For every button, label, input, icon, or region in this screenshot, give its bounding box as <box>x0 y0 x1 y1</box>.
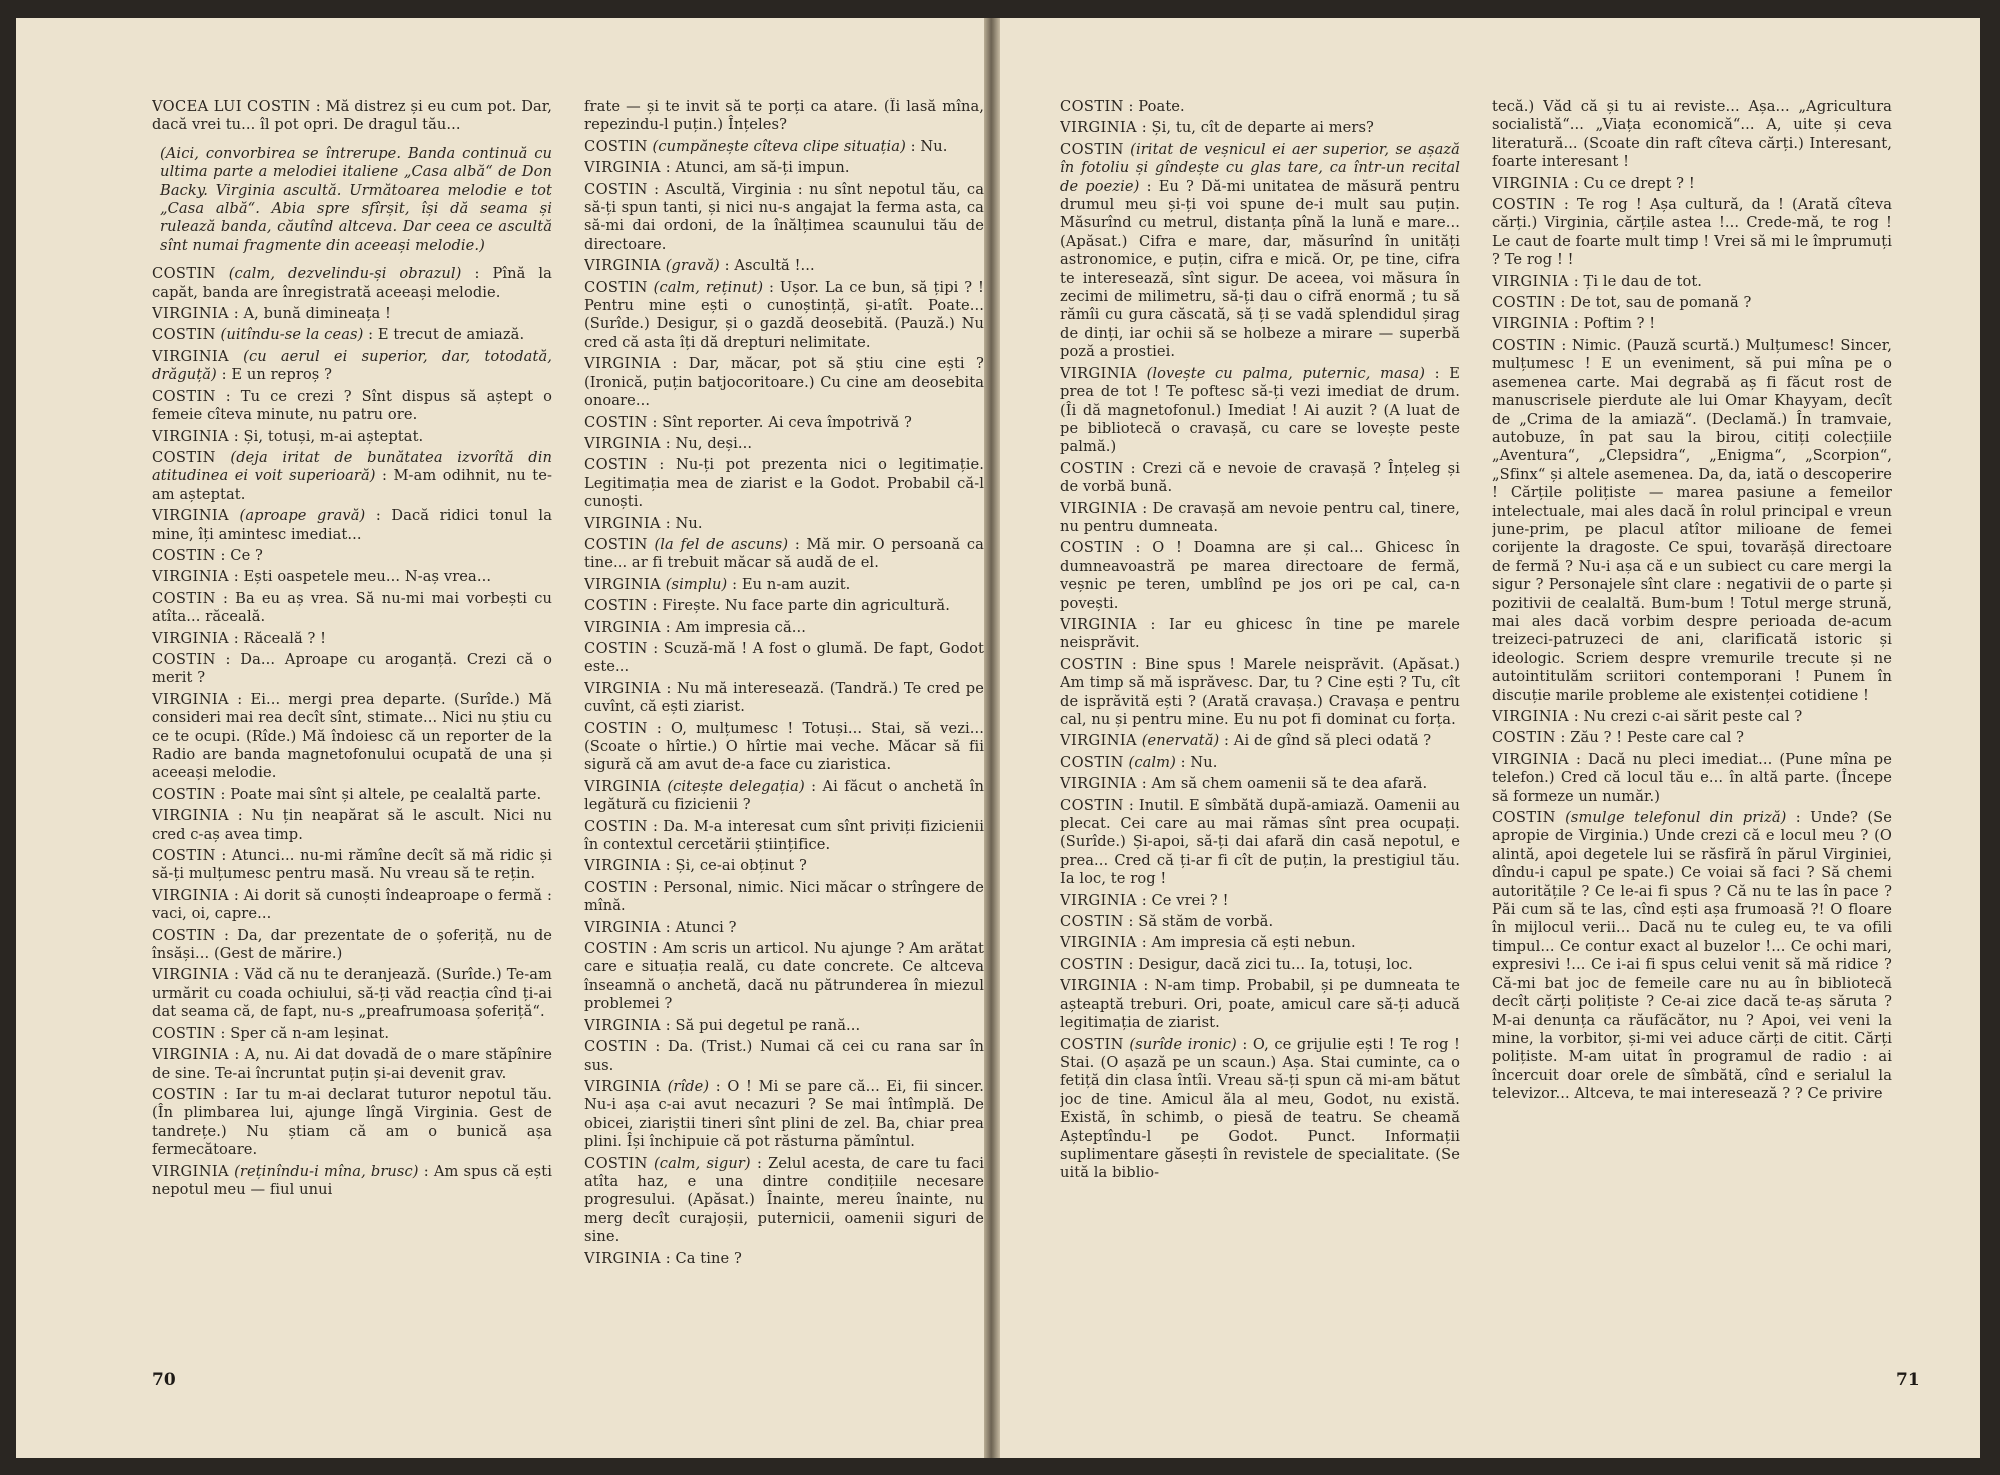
dialogue-line <box>1060 119 1460 137</box>
speaker-name: COSTIN <box>584 940 648 958</box>
speaker-name: COSTIN <box>584 1038 648 1056</box>
dialogue-text: : Mă distrez și eu cum pot. Dar, dacă vrei tu... îl pot opri. De dragul tău... <box>152 98 552 134</box>
dialogue-line <box>1060 500 1460 537</box>
dialogue-line <box>152 651 552 688</box>
dialogue-text: : Ascultă, Virginia : nu sînt nepotul tău, ca să-ți spun tanti, și nici nu-s angajat la ferma asta, ca să-mi dai ordoni, de la înălțimea scaunului tău de directoare. <box>584 180 984 253</box>
speaker-name: VIRGINIA <box>1060 977 1137 995</box>
dialogue-text: : Atunci ? <box>665 918 737 936</box>
speaker-direction: (citește delegația) <box>667 777 805 795</box>
speaker-name: COSTIN <box>152 1024 216 1042</box>
dialogue-line <box>1060 656 1460 730</box>
dialogue-text: : Și, tu, cît de departe ai mers? <box>1141 119 1374 137</box>
dialogue-text: : Răceală ? ! <box>233 629 327 647</box>
dialogue-line <box>1492 294 1892 312</box>
speaker-direction: (enervată) <box>1141 732 1220 750</box>
speaker-name: VIRGINIA <box>584 777 661 795</box>
dialogue-text: : Tu ce crezi ? Sînt dispus să aștept o femeie cîteva minute, nu patru ore. <box>152 387 552 424</box>
dialogue-text: : A, bună dimineața ! <box>233 305 392 323</box>
dialogue-text: : Da. (Trist.) Numai că cei cu rana sar în sus. <box>584 1038 984 1074</box>
dialogue-text: : Și, ce-ai obținut ? <box>665 857 807 875</box>
stage-direction: (Aici, convorbirea se întrerupe. Banda continuă cu ultima parte a melodiei italiene „Casa albă“ de Don Backy. Virginia ascultă. Următoarea melodie e tot „Casa albă“. Abia spre sfîrșit, își dă seama și rulează banda, căutînd altceva. Dar ceea ce ascultă sînt numai fragmente din aceeași melodie.) <box>160 144 552 254</box>
speaker-name: VIRGINIA <box>584 857 661 875</box>
dialogue-text: : Poftim ? ! <box>1573 315 1656 333</box>
dialogue-line <box>1060 1036 1460 1183</box>
dialogue-text: : Scuză-mă ! A fost o glumă. De fapt, Godot este... <box>584 639 984 676</box>
speaker-name: COSTIN <box>1060 140 1124 158</box>
dialogue-line <box>1492 175 1892 193</box>
speaker-name: VIRGINIA <box>584 159 661 177</box>
speaker-name: COSTIN <box>1060 1035 1124 1053</box>
dialogue-text: : Am impresia că ești nebun. <box>1141 934 1356 952</box>
speaker-name: VIRGINIA <box>152 347 229 365</box>
speaker-name: VIRGINIA <box>584 1016 661 1034</box>
speaker-name: VIRGINIA <box>584 1077 661 1095</box>
speaker-direction: (calm, dezvelindu-și obrazul) <box>228 265 462 283</box>
dialogue-line <box>1060 977 1460 1032</box>
speaker-direction: (cumpănește cîteva clipe situația) <box>652 137 906 155</box>
dialogue-text: : Și, totuși, m-ai așteptat. <box>233 427 424 445</box>
speaker-name: VIRGINIA <box>584 514 661 532</box>
dialogue-line <box>584 640 984 677</box>
dialogue-line <box>584 576 984 594</box>
speaker-name: COSTIN <box>584 137 648 155</box>
speaker-name: VIRGINIA <box>1492 750 1569 768</box>
dialogue-text: : O, mulțumesc ! Totuși... Stai, să vezi... (Scoate o hîrtie.) O hîrtie mai veche. Măcar să fii sigură că am avut de-a face cu ziaristica. <box>584 719 984 774</box>
speaker-direction: (calm, reținut) <box>653 278 764 296</box>
speaker-name: COSTIN <box>152 387 216 405</box>
dialogue-line <box>1492 729 1892 747</box>
dialogue-line <box>584 414 984 432</box>
dialogue-text: : Da... Aproape cu aroganță. Crezi că o merit ? <box>152 650 552 687</box>
dialogue-text: : Unde? (Se apropie de Virginia.) Unde crezi că e locul meu ? (O alintă, apoi degetele lui se răsfiră în părul Virginiei, dîndu-i capul pe spate.) Ce voiai să faci ? Să chemi autoritățile ? Ce le-ai fi spus ? Că nu te las în pace ? Păi cum să te las, cînd ești așa frumoasă ?! O floare în mijlocul verii... Dacă nu te culeg eu, te va ofili timpul... Ce contur exact al buzelor !... Ce ochi mari, expresivi !... Ce i-ai fi spus celui venit să mă ridice ? Că-mi bat joc de femeile care nu au în bibliotecă decît cărți polițiste ? Ce-ai zice dacă te-aș săruta ? M-ai denunța ca răufăcător, nu ? Apoi, vei veni la mine, la vorbitor, și-mi vei aduce cărți de citit. Cărți polițiste. M-am uitat în programul de radio : ai încercuit doar orele de sîmbătă, cînd e serialul la televizor... Altceva, te mai interesează ? ? Ce privire <box>1492 809 1892 1103</box>
dialogue-line <box>152 326 552 344</box>
dialogue-text: : A, nu. Ai dat dovadă de o mare stăpînire de sine. Te-ai încruntat puțin și-ai devenit grav. <box>152 1046 552 1082</box>
dialogue-line <box>584 778 984 815</box>
speaker-name: VIRGINIA <box>584 257 661 275</box>
speaker-direction: (surîde ironic) <box>1129 1035 1237 1053</box>
book-gutter <box>984 18 1000 1458</box>
speaker-name: COSTIN <box>1060 539 1124 557</box>
speaker-name: VIRGINIA <box>152 886 229 904</box>
dialogue-line <box>584 536 984 573</box>
dialogue-text: : Nu-ți pot prezenta nici o legitimație. Legitimația mea de ziarist e la Godot. Probabil că-l cunoști. <box>584 456 984 511</box>
dialogue-line <box>1060 539 1460 613</box>
dialogue-line <box>1060 98 1460 116</box>
dialogue-line <box>1492 337 1892 705</box>
speaker-name: COSTIN <box>1060 459 1124 477</box>
dialogue-text: : Te rog ! Așa cultură, da ! (Arată cîteva cărți.) Virginia, cărțile astea !... Crede-mă, te rog ! Le caut de foarte mult timp ! Vrei să mi le împrumuți ? Te rog ! ! <box>1492 196 1892 269</box>
dialogue-line <box>584 159 984 177</box>
speaker-direction: (la fel de ascuns) <box>654 535 789 553</box>
dialogue-text: : Inutil. E sîmbătă după-amiază. Oamenii au plecat. Cei care au mai rămas sînt prea ocupați. (Surîde.) Și-apoi, să-ți dai afară din casă nepotul, e prea... Cred că ți-ar fi cît de puțin, la prestigiul tău. Ia loc, te rog ! <box>1060 796 1460 888</box>
dialogue-line <box>584 1078 984 1152</box>
dialogue-line <box>152 305 552 323</box>
dialogue-text: : Zău ? ! Peste care cal ? <box>1560 729 1745 747</box>
dialogue-text: : Ce vrei ? ! <box>1141 891 1229 909</box>
dialogue-line <box>152 786 552 804</box>
speaker-name: VIRGINIA <box>152 507 229 525</box>
dialogue-text: : O ! Doamna are și cal... Ghicesc în dumneavoastră pe marea directoare de fermă, veșnic pe teren, umblînd pe jos ori pe cal, ca-n povești. <box>1060 539 1460 612</box>
right-page-number: 71 <box>1896 1370 1920 1390</box>
speaker-name: COSTIN <box>1492 336 1556 354</box>
dialogue-text: : Nu. <box>665 514 703 532</box>
dialogue-text: : Am să chem oamenii să te dea afară. <box>1141 775 1428 793</box>
speaker-name: COSTIN <box>152 546 216 564</box>
speaker-name: VIRGINIA <box>1060 364 1137 382</box>
left-page <box>16 18 984 1458</box>
dialogue-line <box>584 680 984 717</box>
left-page-column-2 <box>584 98 984 1388</box>
speaker-direction: (gravă) <box>665 257 720 275</box>
speaker-name: VIRGINIA <box>1060 934 1137 952</box>
dialogue-text: : Văd că nu te deranjează. (Surîde.) Te-am urmărit cu coada ochiului, să-ți văd reacția cînd ți-ai dat seama că, de fapt, nu-s „preafrumoasa șoferiță“. <box>152 966 552 1021</box>
dialogue-line <box>152 847 552 884</box>
dialogue-line <box>1060 956 1460 974</box>
dialogue-text: : Dar, măcar, pot să știu cine ești ? (Ironică, puțin batjocoritoare.) Cu cine am deosebita onoare... <box>584 355 984 410</box>
dialogue-line <box>1060 892 1460 910</box>
dialogue-line <box>1492 315 1892 333</box>
dialogue-line <box>1060 141 1460 362</box>
dialogue-line <box>584 1038 984 1075</box>
dialogue-line <box>152 590 552 627</box>
dialogue-text: : Ușor. La ce bun, să țipi ? ! Pentru mine ești o cunoștință, și-atît. Poate... (Surîde.) Desigur, și o gazdă deosebită. (Pauză.) Nu cred că asta îți dă drepturi nelimitate. <box>584 278 984 351</box>
dialogue-text: : Poate. <box>1128 98 1185 115</box>
right-page <box>1000 18 1980 1458</box>
dialogue-text: : Dacă ridici tonul la mine, îți amintesc imediat... <box>152 507 552 543</box>
speaker-name: COSTIN <box>1060 98 1124 115</box>
dialogue-line <box>152 1025 552 1043</box>
left-page-number: 70 <box>152 1370 176 1390</box>
speaker-name: COSTIN <box>152 926 216 944</box>
speaker-name: COSTIN <box>152 589 216 607</box>
speaker-name: VIRGINIA <box>584 575 661 593</box>
dialogue-text: : Poate mai sînt și altele, pe cealaltă parte. <box>220 785 542 803</box>
dialogue-continuation: frate — și te invit să te porți ca atare. (Îi lasă mîna, repezindu-l puțin.) Înțeles? <box>584 98 984 134</box>
dialogue-text: : O, ce grijulie ești ! Te rog ! Stai. (O așază pe un scaun.) Așa. Stai cuminte, ca o fetiță din clasa întîi. Vreau să-ți spun că mi-am bătut joc de tine. Amicul ăla al meu, Godot, nu există. Există, în schimb, o piesă de teatru. Se cheamă Așteptîndu-l pe Godot. Punct. Informații suplimentare găsești în revistele de specialitate. (Se uită la biblio- <box>1060 1035 1460 1182</box>
dialogue-text: : Atunci... nu-mi rămîne decît să mă ridic și să-ți mulțumesc pentru masă. Nu vreau să te rețin. <box>152 847 552 883</box>
speaker-name: COSTIN <box>584 456 648 474</box>
dialogue-text: : Bine spus ! Marele neisprăvit. (Apăsat.) Am timp să mă isprăvesc. Dar, tu ? Cine ești ? Tu, cît de isprăvită ești ? (Arată cravașa.) Cravașa e pentru cal, nu și pentru mine. Eu nu pot fi dominat cu forța. <box>1060 655 1460 728</box>
dialogue-text: : Ai de gînd să pleci odată ? <box>1224 732 1432 750</box>
dialogue-text: : E un reproș ? <box>221 366 333 384</box>
dialogue-text: : E trecut de amiază. <box>368 326 525 344</box>
dialogue-continuation: tecă.) Văd că și tu ai reviste... Așa... „Agricultura socialistă“... „Viața economică“... A, uite și ceva literatură... (Scoate din raft cîteva cărți.) Interesant, foarte interesant ! <box>1492 98 1892 171</box>
dialogue-line <box>1060 775 1460 793</box>
dialogue-text: : Crezi că e nevoie de cravașă ? Înțeleg și de vorbă bună. <box>1060 459 1460 496</box>
dialogue-line <box>152 1163 552 1200</box>
speaker-name: VIRGINIA <box>1492 315 1569 333</box>
speaker-direction: (deja iritat de bunătatea izvorîtă din atitudinea ei voit superioară) <box>152 448 552 485</box>
speaker-name: COSTIN <box>1060 753 1124 771</box>
speaker-name: VIRGINIA <box>152 966 229 984</box>
dialogue-text: : Nu crezi c-ai sărit peste cal ? <box>1573 708 1803 725</box>
speaker-name: VOCEA LUI COSTIN <box>152 98 311 115</box>
dialogue-line <box>584 1250 984 1268</box>
dialogue-text: : Să pui degetul pe rană... <box>665 1016 861 1034</box>
speaker-name: VIRGINIA <box>1060 775 1137 793</box>
speaker-name: VIRGINIA <box>152 568 229 586</box>
speaker-name: VIRGINIA <box>152 1046 229 1064</box>
dialogue-line <box>152 428 552 446</box>
dialogue-text: : Firește. Nu face parte din agricultură. <box>652 597 950 615</box>
dialogue-line <box>584 597 984 615</box>
dialogue-text: : Personal, nimic. Nici măcar o strîngere de mînă. <box>584 878 984 915</box>
dialogue-line <box>152 887 552 924</box>
dialogue-line <box>584 435 984 453</box>
dialogue-line <box>152 966 552 1021</box>
dialogue-line <box>152 348 552 385</box>
dialogue-line <box>152 630 552 648</box>
speaker-direction: (calm) <box>1128 753 1176 771</box>
dialogue-line <box>584 257 984 275</box>
dialogue-text: : Ți le dau de tot. <box>1573 272 1703 290</box>
dialogue-line <box>152 691 552 783</box>
dialogue-line <box>1060 616 1460 653</box>
dialogue-text: : Nu mă interesează. (Tandră.) Te cred pe cuvînt, că ești ziarist. <box>584 679 984 716</box>
dialogue-text: : O ! Mi se pare că... Ei, fii sincer. Nu-i așa c-ai avut necazuri ? Se mai întîmplă. De obicei, ziariștii tineri sînt plini de zel. Ba, chiar prea plini. Își închipuie că pot răsturna pămîntul. <box>584 1077 984 1151</box>
dialogue-text: : Ei... mergi prea departe. (Surîde.) Mă consideri mai rea decît sînt, stimate... Nici nu știu cu ce te ocupi. (Rîde.) Mă îndoiesc că un reporter de la Radio are banda magnetofonului ocupată de una și aceeași melodie. <box>152 690 552 782</box>
dialogue-line <box>1060 732 1460 750</box>
dialogue-text: : Ai făcut o anchetă în legătură cu fizicienii ? <box>584 777 984 814</box>
right-page-column-1 <box>1060 98 1460 1388</box>
dialogue-line <box>584 515 984 533</box>
dialogue-line <box>1060 460 1460 497</box>
speaker-name: VIRGINIA <box>152 690 229 708</box>
dialogue-line <box>152 507 552 544</box>
dialogue-line <box>1492 273 1892 291</box>
speaker-name: COSTIN <box>584 413 648 431</box>
dialogue-line <box>152 568 552 586</box>
speaker-name: VIRGINIA <box>152 427 229 445</box>
dialogue-line <box>152 98 552 135</box>
dialogue-text: : Nu. <box>910 137 948 155</box>
speaker-name: VIRGINIA <box>1060 615 1137 633</box>
dialogue-line <box>584 919 984 937</box>
dialogue-line <box>584 720 984 775</box>
speaker-name: COSTIN <box>152 448 216 466</box>
dialogue-line <box>152 547 552 565</box>
speaker-name: COSTIN <box>1060 955 1124 973</box>
left-page-column-1 <box>152 98 552 1388</box>
dialogue-line <box>584 456 984 511</box>
dialogue-text: : Sînt reporter. Ai ceva împotrivă ? <box>652 413 912 431</box>
dialogue-line <box>152 388 552 425</box>
dialogue-text: : De cravașă am nevoie pentru cal, tinere, nu pentru dumneata. <box>1060 499 1460 535</box>
speaker-name: VIRGINIA <box>584 355 661 373</box>
dialogue-text: : M-am odihnit, nu te-am așteptat. <box>152 467 552 503</box>
dialogue-text: : Nu. <box>1180 753 1218 771</box>
dialogue-line <box>584 1155 984 1247</box>
dialogue-text: : Am spus că ești nepotul meu — fiul unui <box>152 1162 552 1198</box>
dialogue-text: : Atunci, am să-ți impun. <box>665 159 850 177</box>
speaker-name: COSTIN <box>152 265 216 283</box>
speaker-name: COSTIN <box>1060 796 1124 814</box>
dialogue-text: : E prea de tot ! Te poftesc să-ți vezi imediat de drum. (Îi dă magnetofonul.) Imediat ! Ai auzit ? (A luat de pe bibliotecă o cravașă, cu care se lovește peste palmă.) <box>1060 364 1460 456</box>
dialogue-text: : Am scris un articol. Nu ajunge ? Am arătat care e situația reală, cu date concrete. Ce altceva înseamnă o anchetă, dacă nu pătrunderea în miezul problemei ? <box>584 940 984 1013</box>
speaker-name: VIRGINIA <box>584 618 661 636</box>
dialogue-text: : Nu, deși... <box>665 434 753 452</box>
dialogue-text: : Sper că n-am leșinat. <box>220 1024 390 1042</box>
dialogue-text: : Iar eu ghicesc în tine pe marele neisprăvit. <box>1060 615 1460 652</box>
dialogue-line <box>152 265 552 302</box>
dialogue-line <box>1060 365 1460 457</box>
speaker-name: COSTIN <box>152 1085 216 1103</box>
speaker-name: COSTIN <box>584 535 648 553</box>
dialogue-text: : Ai dorit să cunoști îndeaproape o fermă : vaci, oi, capre... <box>152 886 552 923</box>
dialogue-line <box>1492 751 1892 806</box>
dialogue-line <box>1492 196 1892 270</box>
dialogue-line <box>584 879 984 916</box>
dialogue-line <box>584 857 984 875</box>
dialogue-text: : Eu ? Dă-mi unitatea de măsură pentru drumul meu și-ți voi spune de-i mult sau puțin. Măsurînd cu metrul, distanța pînă la lună e mare... (Apăsat.) Cifra e mare, dar, măsurînd în unități astronomice, e puțin, cifra e mică. Or, pe tine, cifra te interesează, sînt sigur. De aceea, voi măsura în zecimi de milimetru, să-ți dau o cifră enormă ; tu să rămîi cu gura căscată, să ți se vadă splendidul șirag de dinți, iar ochii să se holbeze a mirare — superbă poză a prostiei. <box>1060 177 1460 361</box>
dialogue-text: : Ba eu aș vrea. Să nu-mi mai vorbești cu atîta... răceală. <box>152 589 552 626</box>
dialogue-text: : Să stăm de vorbă. <box>1128 913 1274 931</box>
speaker-name: COSTIN <box>584 1154 648 1172</box>
dialogue-line <box>152 927 552 964</box>
speaker-name: VIRGINIA <box>1060 891 1137 909</box>
speaker-name: COSTIN <box>152 650 216 668</box>
speaker-direction: (reținîndu-i mîna, brusc) <box>234 1162 419 1180</box>
dialogue-line <box>584 279 984 353</box>
speaker-name: COSTIN <box>584 278 648 296</box>
speaker-name: VIRGINIA <box>1060 499 1137 517</box>
dialogue-text: : Ca tine ? <box>665 1249 742 1267</box>
dialogue-text: : Da. M-a interesat cum sînt priviți fizicienii în contextul cercetării științifice. <box>584 817 984 854</box>
dialogue-text: : Desigur, dacă zici tu... Ia, totuși, loc. <box>1128 955 1413 973</box>
speaker-direction: (aproape gravă) <box>239 507 366 525</box>
dialogue-line <box>1060 797 1460 889</box>
dialogue-text: : Am impresia că... <box>665 618 806 636</box>
dialogue-line <box>152 1046 552 1083</box>
speaker-name: COSTIN <box>584 817 648 835</box>
speaker-name: VIRGINIA <box>152 807 229 825</box>
speaker-name: COSTIN <box>584 878 648 896</box>
dialogue-text: : Mă mir. O persoană ca tine... ar fi trebuit măcar să audă de el. <box>584 535 984 572</box>
speaker-direction: (uitîndu-se la ceas) <box>220 326 364 344</box>
dialogue-text: : Pînă la capăt, banda are înregistrată aceeași melodie. <box>152 265 552 301</box>
speaker-name: VIRGINIA <box>1492 174 1569 192</box>
dialogue-line <box>584 355 984 410</box>
speaker-name: VIRGINIA <box>584 918 661 936</box>
dialogue-text: : Ascultă !... <box>724 257 815 275</box>
speaker-name: COSTIN <box>152 785 216 803</box>
speaker-name: COSTIN <box>1060 655 1124 673</box>
dialogue-line <box>584 818 984 855</box>
speaker-name: VIRGINIA <box>1060 119 1137 137</box>
speaker-name: COSTIN <box>1492 809 1556 827</box>
speaker-name: VIRGINIA <box>152 305 229 323</box>
speaker-name: COSTIN <box>584 639 648 657</box>
speaker-direction: (iritat de veșnicul ei aer superior, se așază în fotoliu și gîndește cu glas tare, ca într-un recital de poezie) <box>1060 140 1460 195</box>
dialogue-text: : Nu țin neapărat să le ascult. Nici nu cred c-aș avea timp. <box>152 807 552 843</box>
dialogue-line <box>584 181 984 255</box>
speaker-name: VIRGINIA <box>1492 272 1569 290</box>
dialogue-text: : De tot, sau de pomană ? <box>1560 294 1752 312</box>
dialogue-text: : Da, dar prezentate de o șoferiță, nu de însăși... (Gest de mărire.) <box>152 926 552 963</box>
dialogue-line <box>1060 934 1460 952</box>
speaker-name: COSTIN <box>152 847 216 865</box>
speaker-name: VIRGINIA <box>584 1249 661 1267</box>
dialogue-line <box>1060 754 1460 772</box>
speaker-name: COSTIN <box>1492 196 1556 214</box>
speaker-name: VIRGINIA <box>1060 732 1137 750</box>
dialogue-text: : Ce ? <box>220 546 263 564</box>
speaker-direction: (calm, sigur) <box>654 1154 751 1172</box>
speaker-name: VIRGINIA <box>152 1162 229 1180</box>
speaker-name: VIRGINIA <box>584 434 661 452</box>
speaker-name: VIRGINIA <box>584 679 661 697</box>
speaker-name: VIRGINIA <box>1492 708 1569 725</box>
speaker-name: COSTIN <box>584 719 648 737</box>
speaker-direction: (rîde) <box>667 1077 710 1095</box>
dialogue-line <box>152 1086 552 1160</box>
dialogue-line <box>1492 809 1892 1104</box>
speaker-direction: (simplu) <box>665 575 728 593</box>
dialogue-line <box>584 138 984 156</box>
dialogue-text: : Iar tu m-ai declarat tuturor nepotul tău. (În plimbarea lui, ajunge lîngă Virginia. Gest de tandrețe.) Nu știam că am o bunică așa fermecătoare. <box>152 1085 552 1159</box>
dialogue-line <box>1492 708 1892 726</box>
speaker-direction: (lovește cu palma, puternic, masa) <box>1146 364 1426 382</box>
dialogue-line <box>1060 913 1460 931</box>
speaker-name: COSTIN <box>1492 729 1556 747</box>
dialogue-line <box>584 1017 984 1035</box>
dialogue-line <box>584 619 984 637</box>
dialogue-text: : Ești oaspetele meu... N-aș vrea... <box>233 568 492 586</box>
speaker-name: COSTIN <box>152 326 216 344</box>
dialogue-line <box>152 449 552 504</box>
speaker-name: COSTIN <box>1060 913 1124 931</box>
speaker-name: COSTIN <box>1492 294 1556 312</box>
dialogue-line <box>584 940 984 1014</box>
speaker-direction: (cu aerul ei superior, dar, totodată, drăguță) <box>152 347 552 384</box>
speaker-direction: (smulge telefonul din priză) <box>1565 809 1787 827</box>
dialogue-text: : Nimic. (Pauză scurtă.) Mulțumesc! Sincer, mulțumesc ! E un eveniment, să pui mîna pe o asemenea carte. Mai degrabă aș fi făcut rost de manuscrisele pierdute ale lui Omar Khayyam, decît de „Crima de la amiază“. (Declamă.) În tramvaie, autobuze, în pat sau la birou, citiți colecțiile „Aventura“, „Clepsidra“, „Enigma“, „Scorpion“, „Sfinx“ și altele asemenea. Da, da, iată o descoperire ! Cărțile polițiste — marea pasiune a femeilor intelectuale, mai ales dacă în rolul principal e vreun june-prim, pe placul atîtor milioane de femei corijente la dragoste. Ce spui, tovarășă directoare de fermă ? Nu-i așa că e un subiect cu care mergi la sigur ? Personajele sînt clare : negativii de o parte și pozitivii de cealaltă. Bum-bum ! Totul merge strună, mai ales dacă vorbim despre perioada de-acum treizeci-patruzeci de ani, clarificată istoric și ideologic. Scriem despre vremurile trecute și ne autointitulăm scriitori contemporani ! Punem în discuție marile probleme ale existenței cotidiene ! <box>1492 336 1892 704</box>
dialogue-text: : Zelul acesta, de care tu faci atîta haz, e una dintre condițiile necesare progresului. (Apăsat.) Înainte, mereu înainte, nu merg decît curajoșii, puternicii, oamenii siguri de sine. <box>584 1154 984 1246</box>
dialogue-line <box>152 807 552 844</box>
dialogue-text: : Dacă nu pleci imediat... (Pune mîna pe telefon.) Cred că locul tău e... în altă parte. (Începe să formeze un număr.) <box>1492 750 1892 805</box>
dialogue-text: : N-am timp. Probabil, și pe dumneata te așteaptă treburi. Ori, poate, amicul care să-ți aducă legitimația de ziarist. <box>1060 977 1460 1032</box>
right-page-column-2 <box>1492 98 1892 1388</box>
speaker-name: COSTIN <box>584 180 648 198</box>
speaker-name: COSTIN <box>584 597 648 615</box>
speaker-name: VIRGINIA <box>152 629 229 647</box>
dialogue-text: : Eu n-am auzit. <box>732 575 851 593</box>
dialogue-text: : Cu ce drept ? ! <box>1573 174 1695 192</box>
